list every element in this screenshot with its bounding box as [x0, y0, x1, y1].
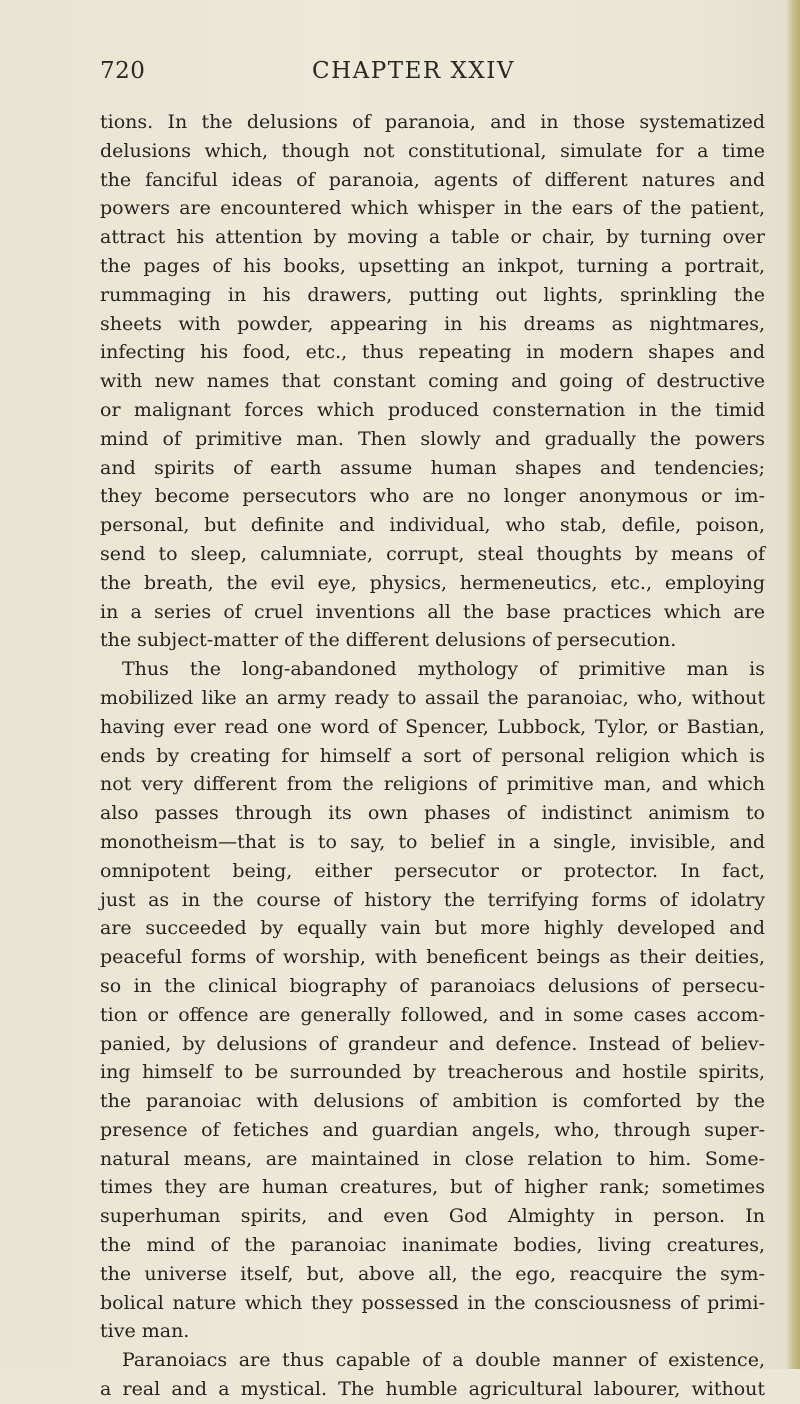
text-line: the pages of his books, upsetting an inkpot, turning a portrait, [100, 254, 765, 277]
text-line: natural means, are maintained in close relation to him. Some- [100, 1147, 765, 1170]
text-line: send to sleep, calumniate, corrupt, steal thoughts by means of [100, 542, 765, 565]
text-line: the universe itself, but, above all, the ego, reacquire the sym- [100, 1262, 765, 1285]
text-line: not very different from the religions of primitive man, and which [100, 773, 765, 796]
text-line: rummaging in his drawers, putting out lights, sprinkling the [100, 283, 765, 306]
text-line: the fanciful ideas of paranoia, agents of different natures and [100, 168, 765, 191]
text-line: omnipotent being, either persecutor or protector. In fact, [100, 859, 765, 882]
text-line: or malignant forces which produced consternation in the timid [100, 398, 765, 421]
text-line: panied, by delusions of grandeur and defence. Instead of believ- [100, 1032, 765, 1055]
text-line: mind of primitive man. Then slowly and gradually the powers [100, 427, 765, 450]
text-line: tive man. [100, 1320, 190, 1343]
text-line: are succeeded by equally vain but more highly developed and [100, 917, 765, 940]
page-number: 720 [100, 58, 146, 84]
text-line: attract his attention by moving a table or chair, by turning over [100, 226, 765, 249]
text-line: with new names that constant coming and going of destructive [100, 370, 765, 393]
text-line: sheets with powder, appearing in his dreams as nightmares, [100, 312, 765, 335]
text-line: personal, but definite and individual, who stab, defile, poison, [100, 514, 765, 537]
text-line: they become persecutors who are no longer anonymous or im- [100, 485, 765, 508]
text-line: monotheism—that is to say, to belief in a single, invisible, and [100, 830, 765, 853]
text-line: in a series of cruel inventions all the base practices which are [100, 600, 765, 623]
text-line: delusions which, though not constitutional, simulate for a time [100, 139, 765, 162]
text-line: just as in the course of history the terrifying forms of idolatry [100, 888, 765, 911]
text-line: powers are encountered which whisper in the ears of the patient, [100, 197, 765, 220]
body-text [100, 108, 765, 1404]
text-line: mobilized like an army ready to assail the paranoiac, who, without [100, 686, 765, 709]
text-line: infecting his food, etc., thus repeating in modern shapes and [100, 341, 765, 364]
text-line: and spirits of earth assume human shapes and tendencies; [100, 456, 765, 479]
text-line: the breath, the evil eye, physics, hermeneutics, etc., employing [100, 571, 765, 594]
running-head: CHAPTER XXIV [312, 58, 515, 84]
text-line: also passes through its own phases of indistinct animism to [100, 802, 765, 825]
text-line: tion or offence are generally followed, and in some cases accom- [100, 1003, 765, 1026]
text-line: a real and a mystical. The humble agricultural labourer, without [100, 1378, 765, 1401]
text-line: bolical nature which they possessed in the consciousness of primi- [100, 1291, 765, 1314]
text-line: having ever read one word of Spencer, Lubbock, Tylor, or Bastian, [100, 715, 765, 738]
text-line: Thus the long-abandoned mythology of primitive man is [122, 658, 765, 681]
text-line: so in the clinical biography of paranoiacs delusions of persecu- [100, 974, 765, 997]
text-line: times they are human creatures, but of higher rank; sometimes [100, 1176, 765, 1199]
text-line: Paranoiacs are thus capable of a double manner of existence, [122, 1349, 765, 1372]
text-line: superhuman spirits, and even God Almighty in person. In [100, 1205, 765, 1228]
text-line: the paranoiac with delusions of ambition is comforted by the [100, 1090, 765, 1113]
text-line: ends by creating for himself a sort of personal religion which is [100, 744, 765, 767]
text-line: the subject-matter of the different delusions of persecution. [100, 629, 677, 652]
page-header [100, 58, 765, 98]
text-line: tions. In the delusions of paranoia, and in those systematized [100, 111, 765, 133]
page-edge [786, 0, 800, 1369]
text-line: the mind of the paranoiac inanimate bodies, living creatures, [100, 1234, 765, 1257]
text-line: ing himself to be surrounded by treacherous and hostile spirits, [100, 1061, 765, 1084]
text-line: presence of fetiches and guardian angels, who, through super- [100, 1118, 765, 1141]
text-line: peaceful forms of worship, with beneficent beings as their deities, [100, 946, 765, 969]
